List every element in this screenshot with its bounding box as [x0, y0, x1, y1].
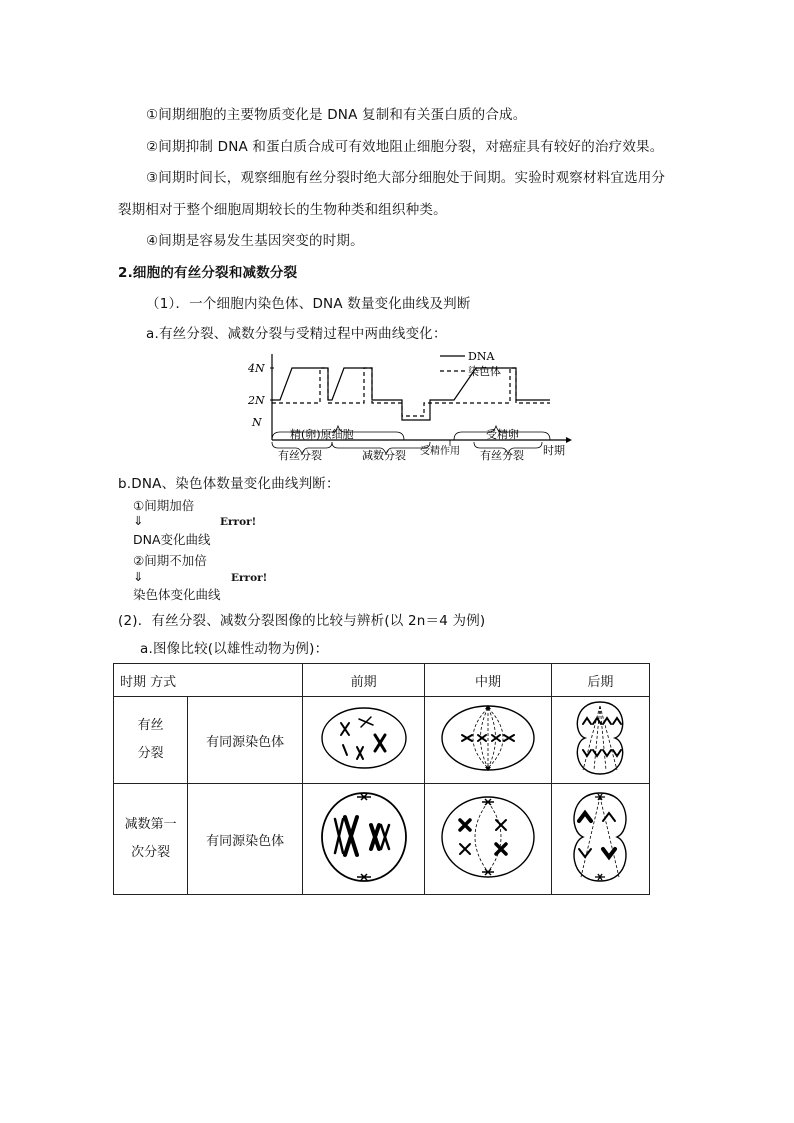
meiosis-prophase-diagram: [317, 789, 411, 885]
y-label-n: N: [252, 416, 262, 429]
dna-curve: [272, 368, 550, 420]
x-axis-label: 时期: [543, 444, 565, 457]
arrow-down-2: ⇓: [133, 569, 144, 584]
subheading-curves: （1）．一个细胞内染色体、DNA 数量变化曲线及判断: [146, 296, 471, 312]
legend-chromosome-label: 染色体: [468, 365, 501, 378]
meiosis-prophase-cell: [302, 784, 424, 895]
error-text-2: Error!: [231, 572, 268, 584]
subheading-images: (2)．有丝分裂、减数分裂图像的比较与辨析(以 2n＝4 为例): [118, 613, 486, 629]
phase-bottom-2: 减数分裂: [362, 449, 406, 462]
y-label-4n: 4N: [248, 362, 265, 375]
mitosis-anaphase-cell: [551, 697, 649, 784]
row1-type-line2: 分裂: [137, 746, 164, 761]
table-header-row: [114, 664, 650, 697]
phase-bottom-3: 受精作用: [420, 446, 460, 457]
phase-top-2: 受精卵: [486, 428, 519, 441]
subheading-curves-b: b.DNA、染色体数量变化曲线判断：: [118, 476, 340, 492]
phase-top-1: 精(卵)原细胞: [290, 428, 354, 441]
row2-type-line1: 减数第一: [124, 817, 177, 832]
rule-doubling: ①间期加倍: [133, 498, 195, 513]
para-interphase-3b: 裂期相对于整个细胞周期较长的生物种类和组织种类。: [118, 202, 447, 218]
arrow-down-1: ⇓: [133, 513, 144, 528]
phase-bottom-1: 有丝分裂: [278, 449, 322, 462]
row2-desc: 有同源染色体: [188, 784, 303, 895]
para-interphase-1: ①间期细胞的主要物质变化是 DNA 复制和有关蛋白质的合成。: [146, 107, 527, 123]
subheading-curves-a: a.有丝分裂、减数分裂与受精过程中两曲线变化：: [146, 326, 447, 342]
meiosis-anaphase-cell: [551, 784, 649, 895]
header-prophase: 前期: [302, 664, 424, 697]
row2-type-line2: 次分裂: [131, 845, 171, 860]
mitosis-prophase-cell: [302, 697, 424, 784]
meiosis-metaphase-cell: [425, 784, 551, 895]
mitosis-anaphase-diagram: [569, 698, 631, 778]
meiosis-metaphase-diagram: [438, 792, 538, 882]
header-anaphase: 后期: [551, 664, 649, 697]
row1-type: [114, 697, 188, 784]
chromosome-dna-graph: [240, 346, 580, 464]
phase-bottom-4: 有丝分裂: [480, 449, 524, 462]
para-interphase-3a: ③间期时间长，观察细胞有丝分裂时绝大部分细胞处于间期。实验时观察材料宜选用分: [146, 170, 666, 186]
row2-type: [114, 784, 188, 895]
table-row-meiosis-i: [114, 784, 650, 895]
error-text-1: Error!: [220, 516, 257, 528]
rule-no-doubling: ②间期不加倍: [133, 553, 207, 568]
row1-type-line1: 有丝: [137, 718, 164, 733]
meiosis-anaphase-diagram: [565, 789, 635, 885]
header-metaphase: 中期: [425, 664, 551, 697]
chromosome-curve: [272, 368, 550, 416]
mitosis-metaphase-diagram: [438, 703, 538, 773]
para-interphase-4: ④间期是容易发生基因突变的时期。: [146, 233, 364, 249]
section-title: 2.细胞的有丝分裂和减数分裂: [118, 265, 298, 281]
x-axis-arrow: [566, 437, 572, 443]
y-label-2n: 2N: [248, 394, 265, 407]
row1-desc: 有同源染色体: [188, 697, 303, 784]
legend-dna-label: DNA: [468, 350, 495, 363]
header-period-method: 时期 方式: [114, 664, 303, 697]
chromosome-curve-label: 染色体变化曲线: [133, 587, 221, 602]
dna-curve-label: DNA变化曲线: [133, 532, 211, 547]
para-interphase-2: ②间期抑制 DNA 和蛋白质合成可有效地阻止细胞分裂，对癌症具有较好的治疗效果。: [146, 139, 664, 155]
mitosis-metaphase-cell: [425, 697, 551, 784]
subheading-images-a: a.图像比较(以雄性动物为例)：: [140, 641, 329, 657]
comparison-table: [113, 663, 650, 895]
table-row-mitosis: [114, 697, 650, 784]
mitosis-prophase-diagram: [319, 705, 409, 771]
